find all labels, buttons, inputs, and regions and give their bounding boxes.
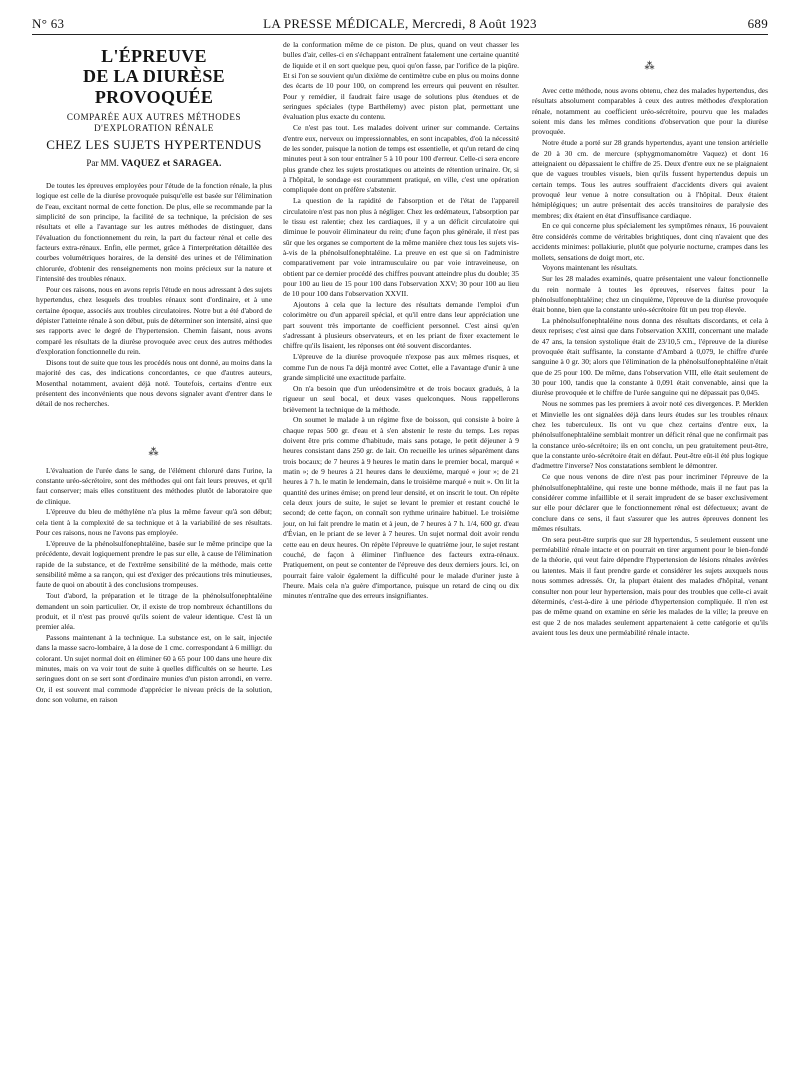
running-header [32, 14, 768, 36]
section-separator: ⁂ [148, 446, 160, 458]
byline-prefix: Par MM. [86, 158, 119, 168]
paragraph: Disons tout de suite que tous les procédés nous ont donné, au moins dans la majorité des cas, des indications concordantes, ce que d'autres auteurs, Mosenthal notamment, avaient déjà noté. Toutefois, certains d'entre eux présentent des inconvénients que nous devons signaler avant d'entrer dans le détail de nos recherches. [36, 357, 272, 409]
paragraph: L'épreuve de la diurèse provoquée n'expose pas aux mêmes risques, et comme l'un de nous l'a déjà montré avec Cottet, elle a l'avantage d'unir à une grande simplicité une exactitude parfaite. [283, 352, 519, 382]
paragraph: de la conformation même de ce piston. De plus, quand on veut chasser les bulles d'air, celles-ci en s'échappant entraînent fatalement une certaine quantité de liquide et il en sort quelque peu, quoi qu'on fasse, par l'orifice de la piqûre. Et si l'on se souvient qu'un dixième de centimètre cube en plus ou moins donne des écarts de 10 pour 100, on comprend les erreurs qui peuvent en résulter. Pour y remédier, il faudrait faire usage de solutions plus étendues et de seringues spéciales (type Barthélemy) avec piston plat, permettant une évaluation plus exacte du contenu. [283, 40, 519, 122]
paragraph: Tout d'abord, la préparation et le titrage de la phénolsulfonephtaléine demandent un soin particulier. Or, il existe de trop nombreux échantillons du produit, et il n'est pas prouvé qu'ils soient de valeur identique. C'est là un premier aléa. [36, 591, 272, 632]
journal-title: LA PRESSE MÉDICALE, Mercredi, 8 Août 1923 [263, 16, 537, 31]
paragraph: En ce qui concerne plus spécialement les symptômes rénaux, 16 pouvaient être considérés comme de véritables brightiques, dont cinq n'avaient que des accidents minimes: pollakiurie, plutôt que polyurie nocturne, crampes dans les mollets, sensations de doigt mort, etc. [532, 221, 768, 262]
page-number: 689 [747, 16, 768, 31]
paragraph: L'épreuve de la phénolsulfonephtaléine, basée sur le même principe que la précédente, devait logiquement prendre le pas sur elle, à cause de l'élimination rapide de la substance, et de l'extrême sensibilité de la méthode, mais cette sensibilité même a sa rançon, qui est d'exiger des précautions très minutieuses, faute de quoi on aboutit à des conclusions trompeuses. [36, 538, 272, 590]
paragraph: Voyons maintenant les résultats. [542, 263, 638, 273]
paragraph: On soumet le malade à un régime fixe de boisson, qui consiste à boire à chaque repas 500 gr. d'eau et à s'en abstenir le reste du temps. Les repas doivent être pris comme d'habitude, mais sans potage, le petit déjeuner à 9 heures consistant dans 250 gr. de lait. On recueille les urines séparément dans trois bocaux; de 7 heures à 9 heures le matin dans le premier bocal, marqué « matin »; de 9 heures à 21 heures dans le deuxième, marqué « jour »; de 21 heures à 7 h. le matin le lendemain, dans le troisième marqué « nuit ». On lit la quantité des urines émise; on prend leur densité, et on inscrit le tout. On répète cela deux jours de suite, le sujet se levant le premier et restant couché le second; de cette façon, on connaît son rythme urinaire habituel. Le troisième jour, on lui fait prendre le matin et à jeun, de 7 heures à 7 h. 1/4, 600 gr. d'eau d'Évian, en le priant de se lever à 7 heures. Un sujet normal doit avoir rendu cette eau en deux heures. On répète l'épreuve le quatrième jour, le sujet restant couché, de façon à éliminer l'influence des facteurs extra-rénaux. Pratiquement, on peut se contenter de l'épreuve des deux derniers jours. Ici, on pourrait faire valoir également la difficulté pour le malade d'uriner juste à l'heure. Mais cela n'a guère d'importance, puisque un retard de cinq ou dix minutes n'entraîne que des erreurs insignifiantes. [283, 415, 519, 601]
column-3 [532, 40, 768, 638]
header-rule [32, 34, 768, 35]
article-title-line-2: DE LA DIURÈSE PROVOQUÉE [83, 66, 225, 107]
byline [36, 157, 272, 169]
paragraph: On n'a besoin que d'un uréodensimètre et de trois bocaux gradués, à la rigueur un seul bocal, et deux vases quelconques. Nous rappellerons brièvement la technique de la méthode. [283, 383, 519, 414]
authors: VAQUEZ et SARAGEA. [121, 158, 222, 168]
article-title-block [36, 46, 272, 169]
paragraph: Nous ne sommes pas les premiers à avoir noté ces divergences. P. Merklen et Minvielle les ont signalées déjà dans leurs études sur les troubles rénaux chez les tuberculeux. Ils ont vu que chez certains d'entre eux, la phénolsulfonephtaléine semblait montrer un déficit rénal que ne confirmait pas la constance uréo-sécrétoire; ils en ont conclu, un peu gratuitement peut-être, que la constante uréo-sécrétoire était en défaut. Peut-être eût-il été plus logique d'admettre l'inverse? Nos constatations semblent le démontrer. [532, 399, 768, 471]
issue-number: N° 63 [32, 16, 65, 31]
article-subtitle-2: CHEZ LES SUJETS HYPERTENDUS [46, 137, 262, 152]
paragraph: La phénolsulfonephtaléine nous donna des résultats discordants, et cela à deux reprises; c'est ainsi que dans l'observation XXIII, concernant une malade de 47 ans, la tension systolique était de 23/10,5 cm., l'épreuve de la diurèse provoquée était suffisante, la constante d'Ambard à 0,079, le chiffre d'urée sanguine à 0 gr. 30; alors que l'élimination de la phénolsulfonephtaléine n'était que de 25 pour 100. De même, dans l'observation VIII, elle était seulement de 30 pour 100, tandis que la constante à 0,091 était convenable, ainsi que la diurèse provoquée et le chiffre de l'urée sanguine qui ne dépassait pas 0,045. [532, 316, 768, 398]
paragraph: Ajoutons à cela que la lecture des résultats demande l'emploi d'un colorimètre ou d'un appareil spécial, et qu'il entre dans leur appréciation une part souvent très importante de coefficient personnel. C'est ainsi qu'en s'adressant à plusieurs observateurs, et en les priant de fixer exactement le chiffre qu'ils lisaient, les réponses ont été souvent discordantes. [283, 300, 519, 351]
section-separator: ⁂ [644, 61, 656, 72]
article-subtitle: COMPARÉE AUX AUTRES MÉTHODES D'EXPLORATION RÉNALE [66, 112, 242, 133]
paragraph: Ce que nous venons de dire n'est pas pour incriminer l'épreuve de la phénolsulfonephtaléine, qui reste une bonne méthode, mais il ne faut pas la considérer comme infaillible et il serait imprudent de se baser exclusivement sur elle pour déclarer que le fonctionnement rénal est défectueux; avant de conclure dans ce sens, il faut s'assurer que les autres épreuves donnent les mêmes résultats. [532, 472, 768, 533]
paragraph: Notre étude a porté sur 28 grands hypertendus, ayant une tension artérielle de 20 à 30 cm. de mercure (sphygmomanomètre Vaquez) et dont 16 atteignaient ou dépassaient le chiffre de 25. Deux d'entre eux ne se plaignaient que de vagues troubles visuels, bien qu'ils fussent hypertendus depuis un certain temps. Tous les autres souffraient d'accidents divers qui avaient provoqué leur venue à notre consultation ou à l'hôpital. Deux étaient hémiplégiques; un autre présentait des accès transitoires de paralysie des membres; dix étaient en état d'insuffisance cardiaque. [532, 138, 768, 220]
paragraph: Ce n'est pas tout. Les malades doivent uriner sur commande. Certains d'entre eux, nerveux ou impressionnables, en sont incapables, d'où la nécessité de les sonder, puisque la notion de temps est essentielle, et qu'un retard de cinq minutes peut à son tour entraîner 5 à 10 pour 100 d'erreur. Celle-ci sera encore plus grande chez les sujets prostatiques ou atteints de rétention urinaire. Or, si à l'hôpital, le sondage est couramment pratiqué, en ville, c'est une opération compliquée dont on préfère s'abstenir. [283, 123, 519, 195]
paragraph: On sera peut-être surpris que sur 28 hypertendus, 5 seulement eussent une perméabilité rénale intacte et on pourrait en tirer argument pour le bien-fondé de la théorie, qui veut faire dépendre l'hypertension de lésions rénales avérées ou latentes. Mais il faut prendre garde et considérer les sujets auxquels nous nous sommes adressés. Or, la plupart étaient des malades d'hôpital, venant consulter non pour leur hypertension, mais pour des troubles que celle-ci avait déterminés, c'est-à-dire à une période d'hypertension compliquée. Il n'en est pas de même quand on examine en série les malades de la ville; la preuve en est que 2 de nos malades seulement appartenaient à cette catégorie et qu'ils avaient tous les deux une perméabilité rénale intacte. [532, 534, 768, 637]
paragraph: L'évaluation de l'urée dans le sang, de l'élément chloruré dans l'urine, la constante uréo-sécrétoire, sont des méthodes qui ont fait leurs preuves, et qu'il faut conserver; mais elles constituent des méthodes plutôt de laboratoire que de clinique. [36, 465, 272, 506]
paragraph: De toutes les épreuves employées pour l'étude de la fonction rénale, la plus logique est celle de la diurèse provoquée puisqu'elle est basée sur l'élimination de l'eau, excitant normal de cette fonction. De plus, elle se recommande par la simplicité de son principe, la facilité de sa technique, la précision de ses résultats et elle a l'avantage sur les autres méthodes de distinguer, dans l'évaluation du fonctionnement du rein, la part du facteur rénal et celle des facteurs extra-rénaux. Enfin, elle permet, grâce à l'interprétation détaillée des courbes volumétriques horaires, de la densité des urines et de l'élimination chlorurée, d'obtenir des renseignements non moins précieux sur la nature et l'intensité des troubles rénaux. [36, 181, 272, 284]
paragraph: Sur les 28 malades examinés, quatre présentaient une valeur fonctionnelle du rein normale à toutes les épreuves, réserves faites pour la phénolsulfonephtaléine; chez un cinquième, l'épreuve de la diurèse provoquée était bonne, bien que la constante uréo-sécrétoire fût un peu trop élevée. [532, 274, 768, 315]
column-2 [283, 40, 519, 602]
paragraph: Passons maintenant à la technique. La substance est, on le sait, injectée dans la masse sacro-lombaire, à la dose de 1 cmc. correspondant à 6 milligr. du colorant. Un sujet normal doit en éliminer 60 à 65 pour 100 dans une heure dix minutes, mais on va voir tout de suite à quelles difficultés on se heurte. Les seringues dont on se sert sont d'ordinaire munies d'un piston arrondi, en verre. Or, il est souvent mal commode d'apprécier le niveau précis de la solution, donc son volume, en raison [36, 633, 272, 705]
paragraph: Pour ces raisons, nous en avons repris l'étude en nous adressant à des sujets hypertendus, chez lesquels des troubles rénaux sont d'ordinaire, et à une certaine époque, associés aux troubles circulatoires. Notre but a été d'abord de dépister l'atteinte rénale à son début, puis de déterminer son intensité, ainsi que ses rapports avec le degré de l'hypertension. Chemin faisant, nous avons comparé les résultats de la diurèse provoquée avec ceux des autres méthodes d'exploration fonctionnelle du rein. [36, 284, 272, 356]
paragraph: La question de la rapidité de l'absorption et de l'état de l'appareil circulatoire n'est pas non plus à négliger. Chez les œdémateux, l'absorption par le tissu est ralentie; chez les cardiaques, il y a un déficit circulatoire qui diminue le pouvoir éliminateur du rein; d'une façon plus générale, il n'est pas sûr que les organes se comportent de la même manière chez tous les sujets vis-à-vis de la phénolsulfonephtaléine. La preuve en est que si on l'administre comparativement par voie intramusculaire ou par voie intraveineuse, on obtient par ce dernier procédé des chiffres pouvant atteindre plus du double; 35 pour 100 au lieu de 15 pour 100 dans l'observation XXV; 30 pour 100 au lieu de 10 pour 100 dans l'observation XXVII. [283, 196, 519, 299]
paragraph: L'épreuve du bleu de méthylène n'a plus la même faveur qu'à son début; cela tient à la complexité de sa technique et à la variabilité de ses résultats. Pour ces raisons, nous ne l'avons pas employée. [36, 507, 272, 538]
paragraph: Avec cette méthode, nous avons obtenu, chez des malades hypertendus, des résultats absolument comparables à ceux des autres méthodes d'exploration rénale, notamment au coefficient uréo-sécrétoire, pourvu que les malades soient mis dans les mêmes conditions d'observation que pour la diurèse provoquée. [532, 86, 768, 137]
column-1 [36, 40, 272, 705]
article-title-line-1: L'ÉPREUVE [101, 46, 207, 66]
